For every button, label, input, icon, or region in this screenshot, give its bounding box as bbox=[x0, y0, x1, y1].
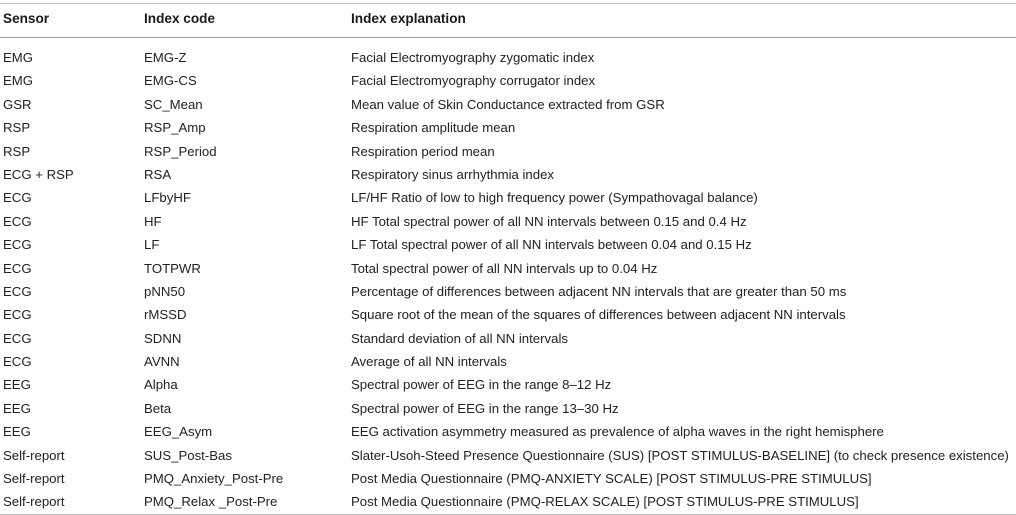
cell-index-code: RSP_Amp bbox=[144, 120, 206, 136]
table-body bbox=[0, 47, 1016, 515]
cell-sensor: ECG bbox=[3, 307, 32, 323]
table-row bbox=[0, 351, 1016, 374]
table-row bbox=[0, 328, 1016, 351]
cell-sensor: EMG bbox=[3, 73, 34, 89]
cell-index-explanation: LF Total spectral power of all NN intervals between 0.04 and 0.15 Hz bbox=[351, 237, 752, 253]
cell-index-code: SC_Mean bbox=[144, 96, 203, 112]
cell-index-explanation: HF Total spectral power of all NN intervals between 0.15 and 0.4 Hz bbox=[351, 213, 747, 229]
table-row bbox=[0, 164, 1016, 187]
cell-sensor: GSR bbox=[3, 96, 32, 112]
cell-index-explanation: Standard deviation of all NN intervals bbox=[351, 330, 568, 346]
table-row bbox=[0, 491, 1016, 514]
table-row bbox=[0, 211, 1016, 234]
cell-index-code: SUS_Post-Bas bbox=[144, 447, 232, 463]
cell-index-explanation: Mean value of Skin Conductance extracted from GSR bbox=[351, 96, 665, 112]
header-sensor: Sensor bbox=[3, 11, 50, 26]
cell-sensor: Self-report bbox=[3, 447, 65, 463]
table-row bbox=[0, 374, 1016, 397]
cell-sensor: ECG bbox=[3, 190, 32, 206]
cell-index-explanation: Post Media Questionnaire (PMQ-ANXIETY SCALE) [POST STIMULUS-PRE STIMULUS] bbox=[351, 471, 872, 487]
cell-index-code: Alpha bbox=[144, 377, 178, 393]
table-row bbox=[0, 187, 1016, 210]
cell-index-explanation: Facial Electromyography corrugator index bbox=[351, 73, 596, 89]
header-index-code: Index code bbox=[144, 11, 216, 26]
cell-index-code: RSP_Period bbox=[144, 143, 217, 159]
table-row bbox=[0, 117, 1016, 140]
cell-index-code: LF bbox=[144, 237, 160, 253]
cell-index-code: LFbyHF bbox=[144, 190, 191, 206]
cell-index-code: HF bbox=[144, 213, 162, 229]
cell-index-code: PMQ_Anxiety_Post-Pre bbox=[144, 471, 284, 487]
cell-index-code: rMSSD bbox=[144, 307, 187, 323]
cell-sensor: ECG bbox=[3, 260, 32, 276]
cell-index-code: RSA bbox=[144, 166, 172, 182]
table-row bbox=[0, 281, 1016, 304]
table-row bbox=[0, 398, 1016, 421]
cell-index-explanation: Average of all NN intervals bbox=[351, 354, 507, 370]
table-row bbox=[0, 421, 1016, 444]
cell-index-explanation: Total spectral power of all NN intervals up to 0.04 Hz bbox=[351, 260, 658, 276]
cell-index-code: EMG-CS bbox=[144, 73, 197, 89]
cell-sensor: ECG bbox=[3, 213, 32, 229]
cell-sensor: EMG bbox=[3, 50, 34, 65]
cell-sensor: EEG bbox=[3, 377, 31, 393]
cell-index-code: SDNN bbox=[144, 330, 182, 346]
cell-index-explanation: LF/HF Ratio of low to high frequency power (Sympathovagal balance) bbox=[351, 190, 758, 206]
cell-sensor: RSP bbox=[3, 120, 31, 136]
table-row bbox=[0, 445, 1016, 468]
cell-index-explanation: Respiratory sinus arrhythmia index bbox=[351, 166, 555, 182]
cell-index-code: TOTPWR bbox=[144, 260, 201, 276]
cell-index-explanation: Spectral power of EEG in the range 8–12 Hz bbox=[351, 377, 612, 393]
cell-index-explanation: Facial Electromyography zygomatic index bbox=[351, 50, 595, 65]
table-header-row bbox=[0, 8, 1016, 32]
cell-index-explanation: Post Media Questionnaire (PMQ-RELAX SCALE) [POST STIMULUS-PRE STIMULUS] bbox=[351, 494, 859, 510]
table-top-rule bbox=[0, 3, 1016, 4]
cell-sensor: Self-report bbox=[3, 471, 65, 487]
table-row bbox=[0, 258, 1016, 281]
header-divider-rule bbox=[0, 37, 1016, 38]
table-row bbox=[0, 141, 1016, 164]
cell-sensor: ECG + RSP bbox=[3, 166, 74, 182]
cell-index-code: EMG-Z bbox=[144, 50, 187, 65]
cell-index-code: pNN50 bbox=[144, 283, 186, 299]
table-row bbox=[0, 94, 1016, 117]
cell-sensor: RSP bbox=[3, 143, 31, 159]
table-row bbox=[0, 234, 1016, 257]
cell-index-explanation: EEG activation asymmetry measured as prevalence of alpha waves in the right hemisphere bbox=[351, 424, 884, 440]
header-index-explanation: Index explanation bbox=[351, 11, 466, 26]
table-row bbox=[0, 468, 1016, 491]
table-row bbox=[0, 47, 1016, 70]
cell-sensor: EEG bbox=[3, 424, 31, 440]
cell-sensor: EEG bbox=[3, 400, 31, 416]
cell-index-explanation: Spectral power of EEG in the range 13–30 Hz bbox=[351, 400, 619, 416]
cell-index-explanation: Percentage of differences between adjacent NN intervals that are greater than 50 ms bbox=[351, 283, 847, 299]
table-row bbox=[0, 70, 1016, 93]
cell-index-code: PMQ_Relax _Post-Pre bbox=[144, 494, 278, 510]
cell-sensor: Self-report bbox=[3, 494, 65, 510]
cell-index-code: EEG_Asym bbox=[144, 424, 213, 440]
cell-index-code: AVNN bbox=[144, 354, 180, 370]
cell-index-code: Beta bbox=[144, 400, 172, 416]
cell-sensor: ECG bbox=[3, 354, 32, 370]
cell-sensor: ECG bbox=[3, 237, 32, 253]
cell-index-explanation: Slater-Usoh-Steed Presence Questionnaire (SUS) [POST STIMULUS-BASELINE] (to check presence existence) bbox=[351, 447, 1009, 463]
cell-index-explanation: Respiration amplitude mean bbox=[351, 120, 516, 136]
cell-index-explanation: Respiration period mean bbox=[351, 143, 495, 159]
cell-sensor: ECG bbox=[3, 330, 32, 346]
cell-sensor: ECG bbox=[3, 283, 32, 299]
table-row bbox=[0, 304, 1016, 327]
cell-index-explanation: Square root of the mean of the squares of differences between adjacent NN intervals bbox=[351, 307, 846, 323]
